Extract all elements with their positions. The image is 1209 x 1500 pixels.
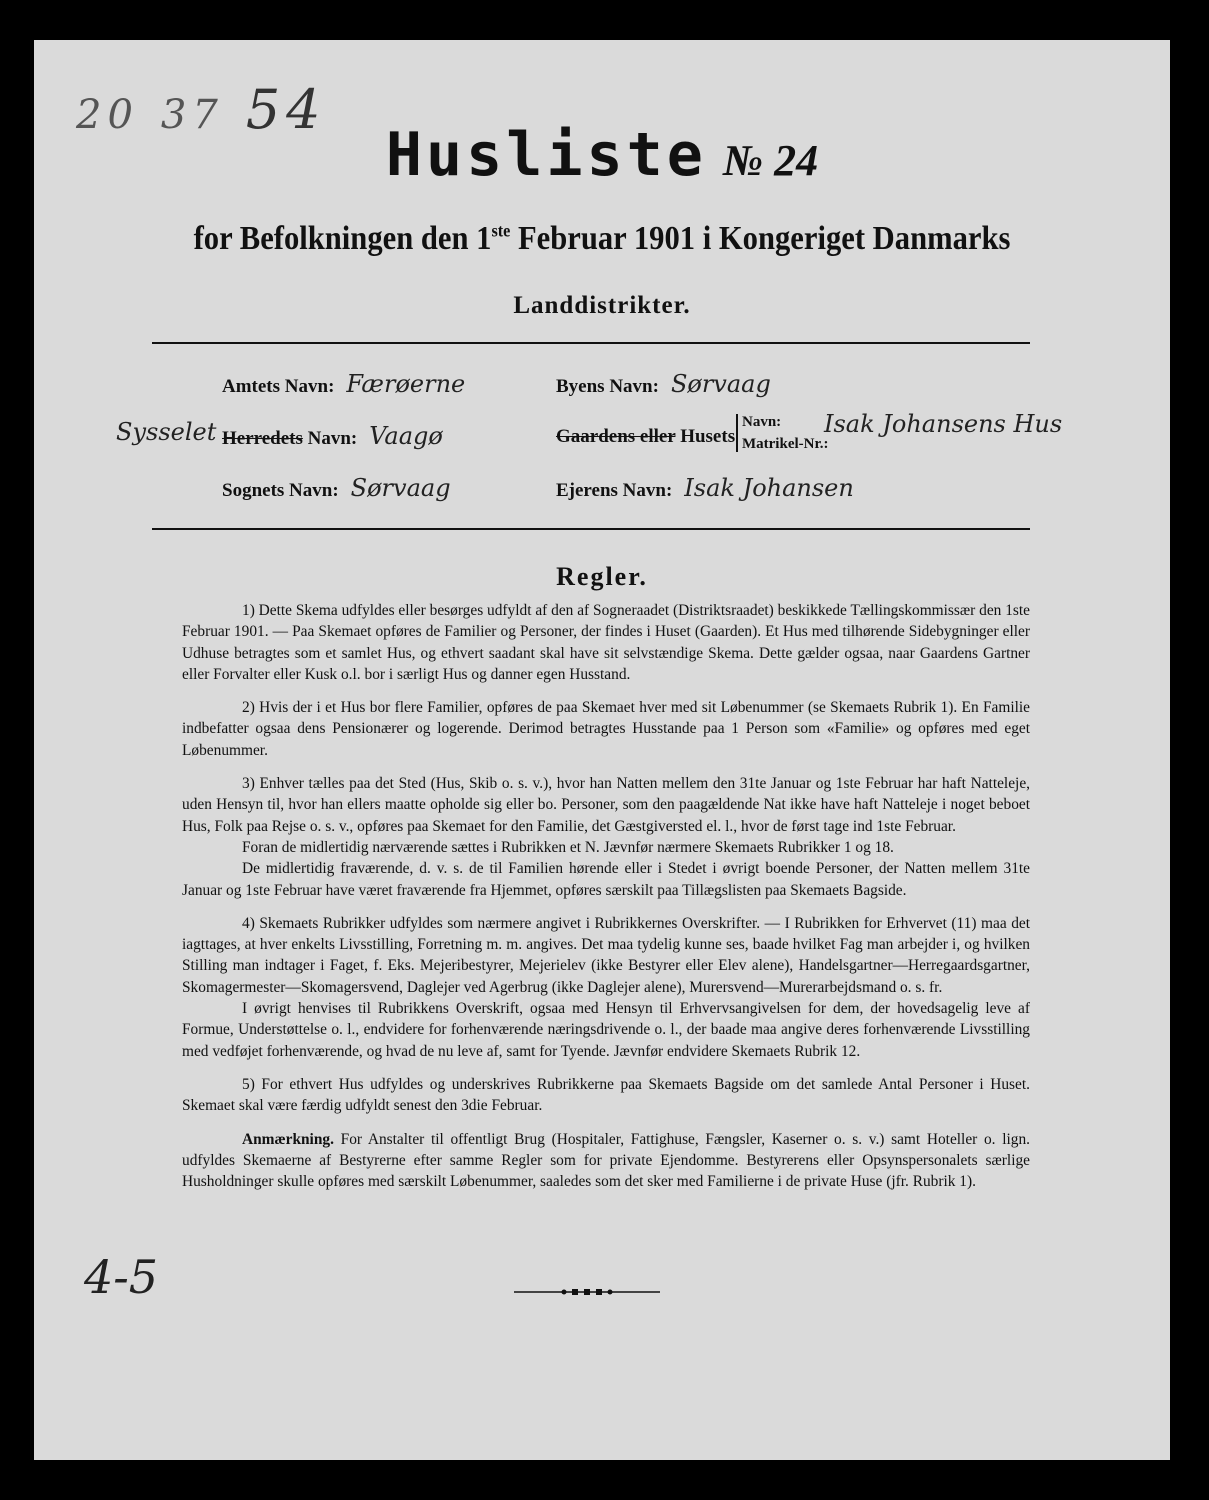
form-title-text: Husliste <box>385 120 707 190</box>
herredets-field <box>222 422 443 450</box>
husets-navn-value: Isak Johansens Hus <box>824 410 1063 438</box>
top-divider <box>152 342 1030 344</box>
rules-heading: Regler. <box>556 562 648 591</box>
form-subtitle-districts: Landdistrikter. <box>513 292 691 319</box>
sognets-value: Sørvaag <box>350 474 451 502</box>
gaardens-label-struck: Gaardens eller <box>556 426 676 447</box>
rule-5: 5) For ethvert Hus udfyldes og underskrives Rubrikkerne paa Skemaets Bagside om det samlede Antal Personer i Huset. Skemaet skal være færdig udfyldt senest den 3die Februar. <box>182 1075 1030 1115</box>
archive-note-3: 54 <box>245 78 327 141</box>
byens-label: Byens Navn: <box>556 376 659 397</box>
amtets-value: Færøerne <box>346 370 466 398</box>
ejerens-field <box>556 474 854 502</box>
rule-4: 4) Skemaets Rubrikker udfyldes som nærmere angivet i Rubrikkernes Overskrifter. — I Rubrikken for Erhvervet (11) maa det iagttages, at hver enkelts Livsstilling, Forretning m. m. angives. Det maa tydelig kunne ses, baade hvilket Fag man arbejder i, og hvilken Stilling man indtager i Faget, f. Eks. Mejeribestyrer, Mejerielev (ikke Bestyrer eller Elev alene), Handelsgartner—Herregaardsgartner, Skomagermester—Skomagersvend, Daglejer ved Agerbrug (ikke Daglejer alene), Murersvend—Murerarbejdsmand o. s. fr. <box>182 914 1030 996</box>
form-subtitle <box>91 220 1113 258</box>
anmaerkning-label: Anmærkning. <box>242 1130 334 1148</box>
archive-note-1: 20 <box>76 92 139 138</box>
sysselet-note: Sysselet <box>116 418 217 446</box>
handwritten-page-range: 4-5 <box>84 1250 159 1304</box>
decorative-ornament-icon <box>514 1288 660 1296</box>
gaardens-label-rest: Husets <box>675 426 736 447</box>
subtitle-pre: for Befolkningen den 1 <box>193 220 492 257</box>
navn-label: Navn: <box>742 414 782 430</box>
rule-3-fravaerende: De midlertidig fraværende, d. v. s. de til Familien hørende eller i Stedet i øvrigt boende Personer, der Natten mellem 31te Januar og 1ste Februar have været fraværende fra Hjemmet, opføres særskilt paa Tillægslisten paa Skemaets Bagside. <box>182 860 1030 899</box>
sognets-field <box>222 474 451 502</box>
rule-1: 1) Dette Skema udfyldes eller besørges udfyldt af den af Sogneraadet (Distriktsraadet) beskikkede Tællingskommissær den 1ste Februar 1901. — Paa Skemaet opføres de Familier og Personer, der findes i Huset (Gaarden). Et Hus med tilhørende Sidebygninger eller Udhuse betragtes som et samlet Hus, og ethvert saadant skal have sit selvstændige Skema. Dette gælder ogsaa, naar Gaardens Gartner eller Forvalter eller Kusk o.l. bor i særligt Hus og danner egen Husstand. <box>182 602 1031 683</box>
ejerens-value: Isak Johansen <box>684 474 854 502</box>
bottom-divider <box>152 528 1030 530</box>
herredets-label-rest: Navn: <box>302 428 358 449</box>
census-form-page <box>34 40 1170 1460</box>
herredets-value: Vaagø <box>369 422 443 450</box>
matrikel-label: Matrikel-Nr.: <box>742 436 829 452</box>
anmaerkning-text: For Anstalter til offentligt Brug (Hospitaler, Fattighuse, Fængsler, Kaserner o. s. v.) samt Hoteller o. lign. udfyldes Skemaerne af Bestyrerne efter samme Regler som for private Ejendomme. Bestyrerens eller Opsynspersonalets særlige Husholdninger skulle opføres med særskilt Løbenummer, saaledes som det sker med Familierne i de private Huse (jfr. Rubrik 1). <box>182 1130 1030 1191</box>
amtets-field <box>222 370 465 398</box>
byens-field <box>556 370 771 398</box>
rule-3: 3) Enhver tælles paa det Sted (Hus, Skib o. s. v.), hvor han Natten mellem den 31te Januar og 1ste Februar har haft Natteleje, uden Hensyn til, hvor han ellers maatte opholde sig eller bo. Personer, som den paagældende Nat ikke have haft Natteleje i noget beboet Hus, Folk paa Rejse o. s. v., opføres paa Skemaet for den Familie, det Gæstgiversted el. l., hvor de først tage ind 1ste Februar. <box>182 775 1030 835</box>
subtitle-post: Februar 1901 i Kongeriget Danmarks <box>510 220 1011 257</box>
archive-note-2: 37 <box>160 92 224 138</box>
sognets-label: Sognets Navn: <box>222 480 339 501</box>
rule-2: 2) Hvis der i et Hus bor flere Familier, opføres de paa Skemaet hver med sit Løbenummer (se Skemaets Rubrik 1). En Familie indbefatter ogsaa dens Pensionærer og logerende. Derimod betragtes Husstande paa 1 Person som «Familie» og opføres med eget Løbenummer. <box>182 699 1030 759</box>
herredets-label-struck: Herredets <box>222 428 303 449</box>
rule-3-foran: Foran de midlertidig nærværende sættes i Rubrikken et N. Jævnfør nærmere Skemaets Rubrikker 1 og 18. <box>242 838 894 856</box>
byens-value: Sørvaag <box>670 370 771 398</box>
anmaerkning <box>182 1129 1030 1193</box>
rule-4-oevrigt: I øvrigt henvises til Rubrikkens Overskrift, ogsaa med Hensyn til Erhvervsangivelsen for dem, der hovedsagelig leve af Formue, Understøttelse o. l., endvidere for forhenværende næringsdrivende o. l., der baade maa angive deres forhenværende Livsstilling med vedføjet forhenværende, og hvad de nu leve af, samt for Tyende. Jævnfør endvidere Skemaets Rubrik 12. <box>182 1000 1030 1060</box>
form-number: № 24 <box>722 136 819 185</box>
amtets-label: Amtets Navn: <box>222 376 335 397</box>
ejerens-label: Ejerens Navn: <box>556 480 673 501</box>
form-title <box>34 120 1170 190</box>
husets-brace <box>736 414 829 452</box>
rules-body <box>182 600 1030 1204</box>
subtitle-sup: ste <box>491 220 511 241</box>
gaardens-field <box>556 426 735 448</box>
